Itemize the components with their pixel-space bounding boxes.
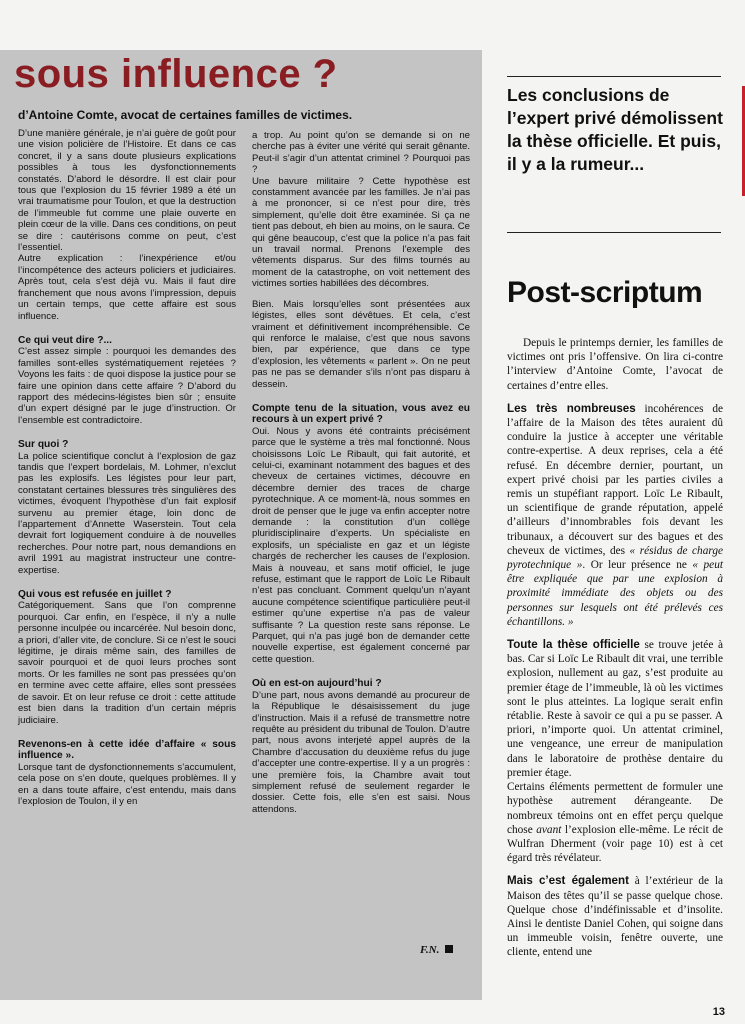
sidebar-top-rule bbox=[507, 76, 721, 77]
paragraph-lead: Toute la thèse officielle bbox=[507, 638, 640, 652]
paragraph-text: Certains éléments permettent de formuler une hypothèse autrement dérangeante. De nombreux témoins ont en effet perçu quelque chose bbox=[507, 781, 723, 836]
end-mark-icon bbox=[445, 945, 453, 953]
sidebar-paragraph bbox=[507, 638, 723, 780]
interview-question: Compte tenu de la situation, vous avez eu recours à un expert privé ? bbox=[252, 402, 470, 426]
interview-answer: Catégoriquement. Sans que l’on comprenne pourquoi. Car enfin, en l’espèce, il n’y a nulle personne inculpée ou incarcérée. Nul besoin donc, a priori, d’aller vite, de conclure. Si ce n’est le souci légitime, je dirais même sain, des familles de savoir pourquoi et de quoi leurs proches sont morts. Or les familles ne sont pas pressées qu’on en termine avec cette affaire, elles sont pressées de savoir. Et on leur refuse ce droit : cette attitude est bien dans la tradition d’un certain mépris judiciaire. bbox=[18, 600, 236, 726]
article-byline: d’Antoine Comte, avocat de certaines familles de victimes. bbox=[18, 108, 353, 122]
sidebar-teaser: Les conclusions de l’expert privé démolissent la thèse officielle. Et puis, il y a la rumeur... bbox=[507, 85, 723, 174]
article-column-middle bbox=[252, 130, 470, 815]
interview-answer: a trop. Au point qu’on se demande si on ne cherche pas à éviter une vérité qui serait gênante. Peut-il s’agir d’un attentat criminel ? Pourquoi pas ? bbox=[252, 130, 470, 176]
paragraph-text: à l’extérieur de la Maison des têtes qu’il se passe quelque chose. Quelque chose d’indéfinissable et d’insolite. Ainsi le dentiste Daniel Cohen, qui soigne dans un immeuble voisin, fenêtre ouverte, une cliente, entend une bbox=[507, 875, 723, 959]
interview-answer: Autre explication : l’inexpérience et/ou l’incompétence des acteurs policiers et judiciaires. Après tout, cela s’est déjà vu. Mais il faut dire franchement que nous avons l’impression, depuis un certain temps, que cette affaire est sous influence. bbox=[18, 253, 236, 322]
interview-answer: C’est assez simple : pourquoi les demandes des familles sont-elles systématiquement rejetées ? Voyons les faits : de quoi dispose la justice pour se faire une opinion dans cette affaire ? D’abord du rapport des médecins-légistes bien sûr ; ensuite d’un expert désigné par le juge d’instruction. Or l’ensemble est contradictoire. bbox=[18, 346, 236, 426]
signature-initials: F.N. bbox=[420, 944, 440, 956]
interview-answer: Oui. Nous y avons été contraints précisément parce que le système a très mal fonctionné. Nous choisissons Loïc Le Ribault, qui fait autorité, et celui-ci, examinant notamment des bagues et des cheveux de certaines victimes, découvre en décembre dernier des traces de charge pyrotechnique. A ce moment-là, nous sommes en droit de penser que le juge va enfin accepter notre demande : la constitution d’un collège pluridisciplinaire d’experts. Un spécialiste en explosifs, un spécialiste en gaz et un légiste chargés de rechercher les causes de l’explosion. Mais à nouveau, et sans motif officiel, le juge refuse, estimant que le rapport de Loïc Le Ribault n’est pas concluant. Comment quelqu’un n’ayant aucune compétence scientifique particulière peut-il estimer qu’une expertise n’a pas de valeur suffisante ? La question reste sans réponse. Le Parquet, qui n’a pas jugé bon de demander cette nouvelle expertise, est également concerné par cette question. bbox=[252, 425, 470, 665]
interview-answer: Bien. Mais lorsqu’elles sont présentées aux légistes, elles sont dévêtues. Et cela, c’est vraiment et définitivement incompréhensible. Ce qui renforce le malaise, c’est que nous savons bien, par expérience, que dans ce type d’explosion, les vêtements « parlent ». On ne peut pas ne pas se demander s’ils n’ont pas disparu à dessein. bbox=[252, 298, 470, 390]
interview-question: Ce qui veut dire ?... bbox=[18, 334, 112, 346]
sidebar-paragraph bbox=[507, 874, 723, 959]
quote-text: « peut être expliquée que par une explosion à proximité immédiate des objets ou des personnes sur lesquels ont été prélevés ces échantillons. » bbox=[507, 559, 723, 628]
paragraph-text: se trouve jetée à bas. Car si Loïc Le Ribault dit vrai, une terrible explosion, nullement au gaz, s’est produite au premier étage de l’immeuble, là où les victimes sont le plus atteintes. La logique serait enfin rétablie. Reste à savoir ce qui a pu se passer. A priori, n’importe quoi. Un attentat criminel, une vengeance, une erreur de manipulation dans le laboratoire de prothèse dentaire du premier étage. bbox=[507, 639, 723, 779]
sidebar-intro: Depuis le printemps dernier, les familles de victimes ont pris l’offensive. On lira ci-contre l’interview d’Antoine Comte, l’avocat de certaines d’entre elles. bbox=[507, 337, 723, 392]
interview-answer: La police scientifique conclut à l’explosion de gaz tandis que l’expert bordelais, M. Lohmer, n’exclut pas les explosifs. Les légistes pour leur part, constatant certaines blessures très singulières des victimes, évoquent l’hypothèse d’un fait explosif survenu au premier étage, loin donc de l’appartement d’Annette Waserstein. Tout cela devrait fort logiquement conduire à de nouvelles recherches. Pour notre part, nous demandions en avril 1991 au magistrat instructeur une contre-expertise. bbox=[18, 450, 236, 576]
interview-question: Où en est-on aujourd’hui ? bbox=[252, 678, 382, 690]
interview-question: Revenons-en à cette idée d’affaire « sous influence ». bbox=[18, 738, 236, 762]
sidebar-paragraph bbox=[507, 402, 723, 629]
article-signature bbox=[420, 944, 453, 956]
emphasis-text: avant bbox=[536, 823, 562, 836]
paragraph-lead: Mais c’est également bbox=[507, 874, 629, 888]
sidebar-body bbox=[507, 336, 723, 960]
interview-answer: D’une manière générale, je n’ai guère de goût pour une vision policière de l’Histoire. Et dans ce cas concret, il y a sans doute plusieurs explications possibles à tous les dysfonctionnements constatés. D’abord le désordre. Il est clair pour tous que l’explosion du 15 février 1989 a été un vrai traumatisme pour Toulon, et que la destruction de l’immeuble fut comme une plaie ouverte en plein cœur de la ville. Dans ces conditions, on peut se dire : cautérisons comme on peut, c’est l’essentiel. bbox=[18, 128, 236, 254]
page-number: 13 bbox=[712, 1006, 725, 1018]
quote-text: « résidus de charge pyrotechnique » bbox=[507, 544, 723, 572]
paragraph-text: . Or leur présence ne bbox=[582, 559, 693, 572]
article-column-left bbox=[18, 128, 236, 807]
interview-answer: Une bavure militaire ? Cette hypothèse est constamment avancée par les familles. Je n’ai pas à me prononcer, si ce n’est pour dire, très simplement, qu’elle doit être examinée. Si ça ne tient pas debout, eh bien au moins, on le saura. Ce qui gêne beaucoup, c’est que la police n’a pas fait un travail normal. Prenons l’exemple des vêtements disparus. Sur des films tournés au moment de la catastrophe, on voit nettement des victimes sorties habillées des décombres. bbox=[252, 175, 470, 290]
article-headline: sous influence ? bbox=[14, 52, 338, 96]
sidebar-mid-rule bbox=[507, 232, 721, 233]
interview-answer: Lorsque tant de dysfonctionnements s’accumulent, cela pose on s’en doute, quelques problèmes. Il y en a dans toute affaire, c’est entendu, mais dans l’explosion de Toulon, il y en bbox=[18, 761, 236, 807]
sidebar-title: Post-scriptum bbox=[507, 276, 703, 309]
sidebar-paragraph bbox=[507, 780, 723, 865]
interview-question: Qui vous est refusée en juillet ? bbox=[18, 589, 172, 601]
interview-question: Sur quoi ? bbox=[18, 439, 69, 451]
paragraph-lead: Les très nombreuses bbox=[507, 401, 636, 415]
paragraph-text: l’explosion elle-même. Le récit de Wulfran Dherment (voir page 10) est à cet égard très révélateur. bbox=[507, 823, 724, 865]
paragraph-text: incohérences de l’affaire de la Maison des têtes auraient dû conduire la justice à accepter une véritable contre-expertise. A deux reprises, cela a été refusé. En décembre dernier, pourtant, un expert privé choisi par les parties civiles a remis un stupéfiant rapport. Loïc Le Ribault, un scientifique de grande réputation, appelé d’ailleurs d’innombrables fois devant les tribunaux, a découvert sur des bagues et des cheveux de victimes, des bbox=[507, 402, 723, 557]
interview-answer: D’une part, nous avons demandé au procureur de la République le désaisissement du juge d’instruction. Mais il a refusé de transmettre notre requête au président du tribunal de Toulon. D’autre part, nous avons interjeté appel auprès de la Chambre d’accusation du deuxième refus du juge d’accepter une contre-expertise. Il y a un progrès : une première fois, la Chambre avait tout simplement refusé de seulement regarder le dossier. Cette fois, elle s’en est saisi. Nous attendons. bbox=[252, 689, 470, 815]
